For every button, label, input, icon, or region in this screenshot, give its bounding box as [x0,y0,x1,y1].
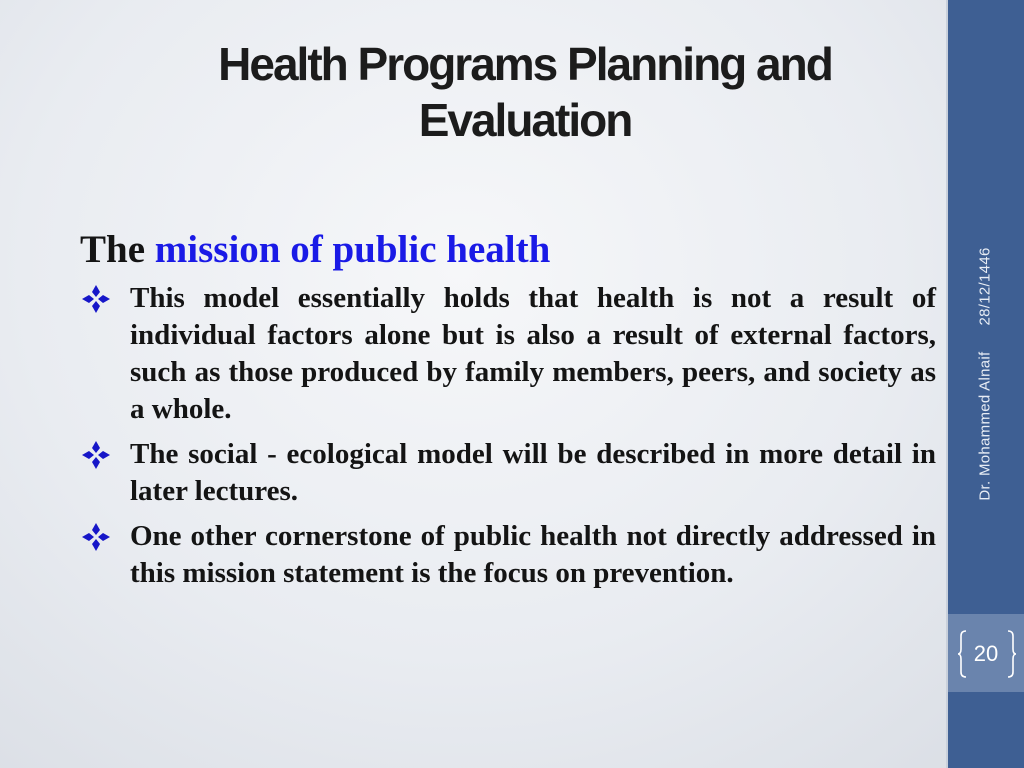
slide-date: 28/12/1446 [976,247,994,326]
slide-title [130,36,920,148]
page-number: 20 [973,641,999,666]
title-line-1: Health Programs Planning and [218,38,832,90]
bullet-text: The social - ecological model will be described in more detail in later lectures. [130,438,936,507]
footer-vertical-text [977,247,994,500]
bullet-list [80,280,936,592]
section-heading [80,226,936,274]
bullet-text: This model essentially holds that health is not a result of individual factors alone but is also a result of external factors, such as those produced by family members, peers, and society as a whole. [130,282,936,425]
diamond-bullet-icon [81,284,111,314]
bullet-item [80,436,936,510]
bullet-text: One other cornerstone of public health not directly addressed in this mission statement is the focus on prevention. [130,520,936,589]
title-line-2: Evaluation [418,94,632,146]
author-name: Dr. Mohammed Alnaif [976,351,994,501]
bullet-item [80,518,936,592]
heading-plain: The [80,228,146,271]
diamond-bullet-icon [81,440,111,470]
diamond-bullet-icon [81,522,111,552]
heading-accent: mission of public health [154,228,551,271]
slide-content [80,226,936,600]
bullet-item [80,280,936,428]
